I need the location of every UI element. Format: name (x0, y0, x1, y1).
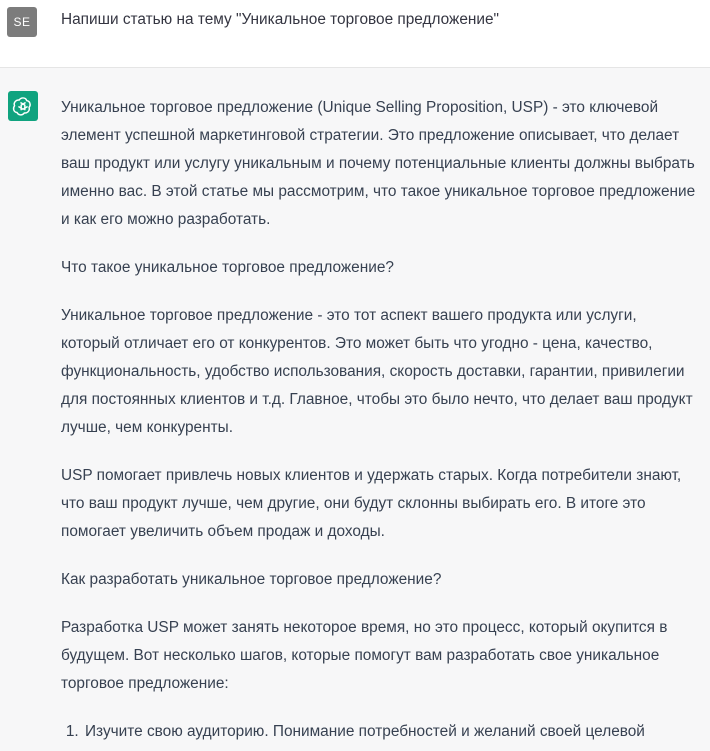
paragraph-benefits: USP помогает привлечь новых клиентов и удержать старых. Когда потребители знают, что ваш продукт лучше, чем другие, они будут склонны выбирать его. В итоге это помогает увеличить объем продаж и доходы. (61, 467, 682, 540)
paragraph-definition: Уникальное торговое предложение - это тот аспект вашего продукта или услуги, который отличает его от конкурентов. Это может быть что угодно - цена, качество, функциональность, удобство использования, скорость доставки, гарантии, привилегии для постоянных клиентов и т.д. Главное, чтобы это было нечто, что делает ваш продукт лучше, чем конкуренты. (61, 307, 693, 436)
heading-what-is-usp: Что такое уникальное торговое предложение? (61, 259, 394, 276)
list-item: 1. Изучите свою аудиторию. Понимание потребностей и желаний своей целевой (83, 718, 696, 746)
assistant-message-row (0, 68, 710, 751)
user-avatar: SE (7, 7, 37, 37)
paragraph-intro: Уникальное торговое предложение (Unique Selling Proposition, USP) - это ключевой элемент успешной маркетинговой стратегии. Это предложение описывает, что делает ваш продукт или услугу уникальным и почему потенциальные клиенты должны выбрать именно вас. В этой статье мы рассмотрим, что такое уникальное торговое предложение и как его можно разработать. (61, 99, 696, 228)
assistant-message-content (61, 94, 696, 746)
openai-logo-icon (8, 91, 38, 121)
user-message-row (0, 0, 710, 68)
steps-list (61, 718, 696, 746)
heading-how-to-develop: Как разработать уникальное торговое предложение? (61, 571, 442, 588)
user-message-text: Напиши статью на тему "Уникальное торговое предложение" (61, 11, 500, 28)
paragraph-steps-intro: Разработка USP может занять некоторое время, но это процесс, который окупится в будущем. Вот несколько шагов, которые помогут вам разработать свое уникальное торговое предложение: (61, 619, 668, 692)
